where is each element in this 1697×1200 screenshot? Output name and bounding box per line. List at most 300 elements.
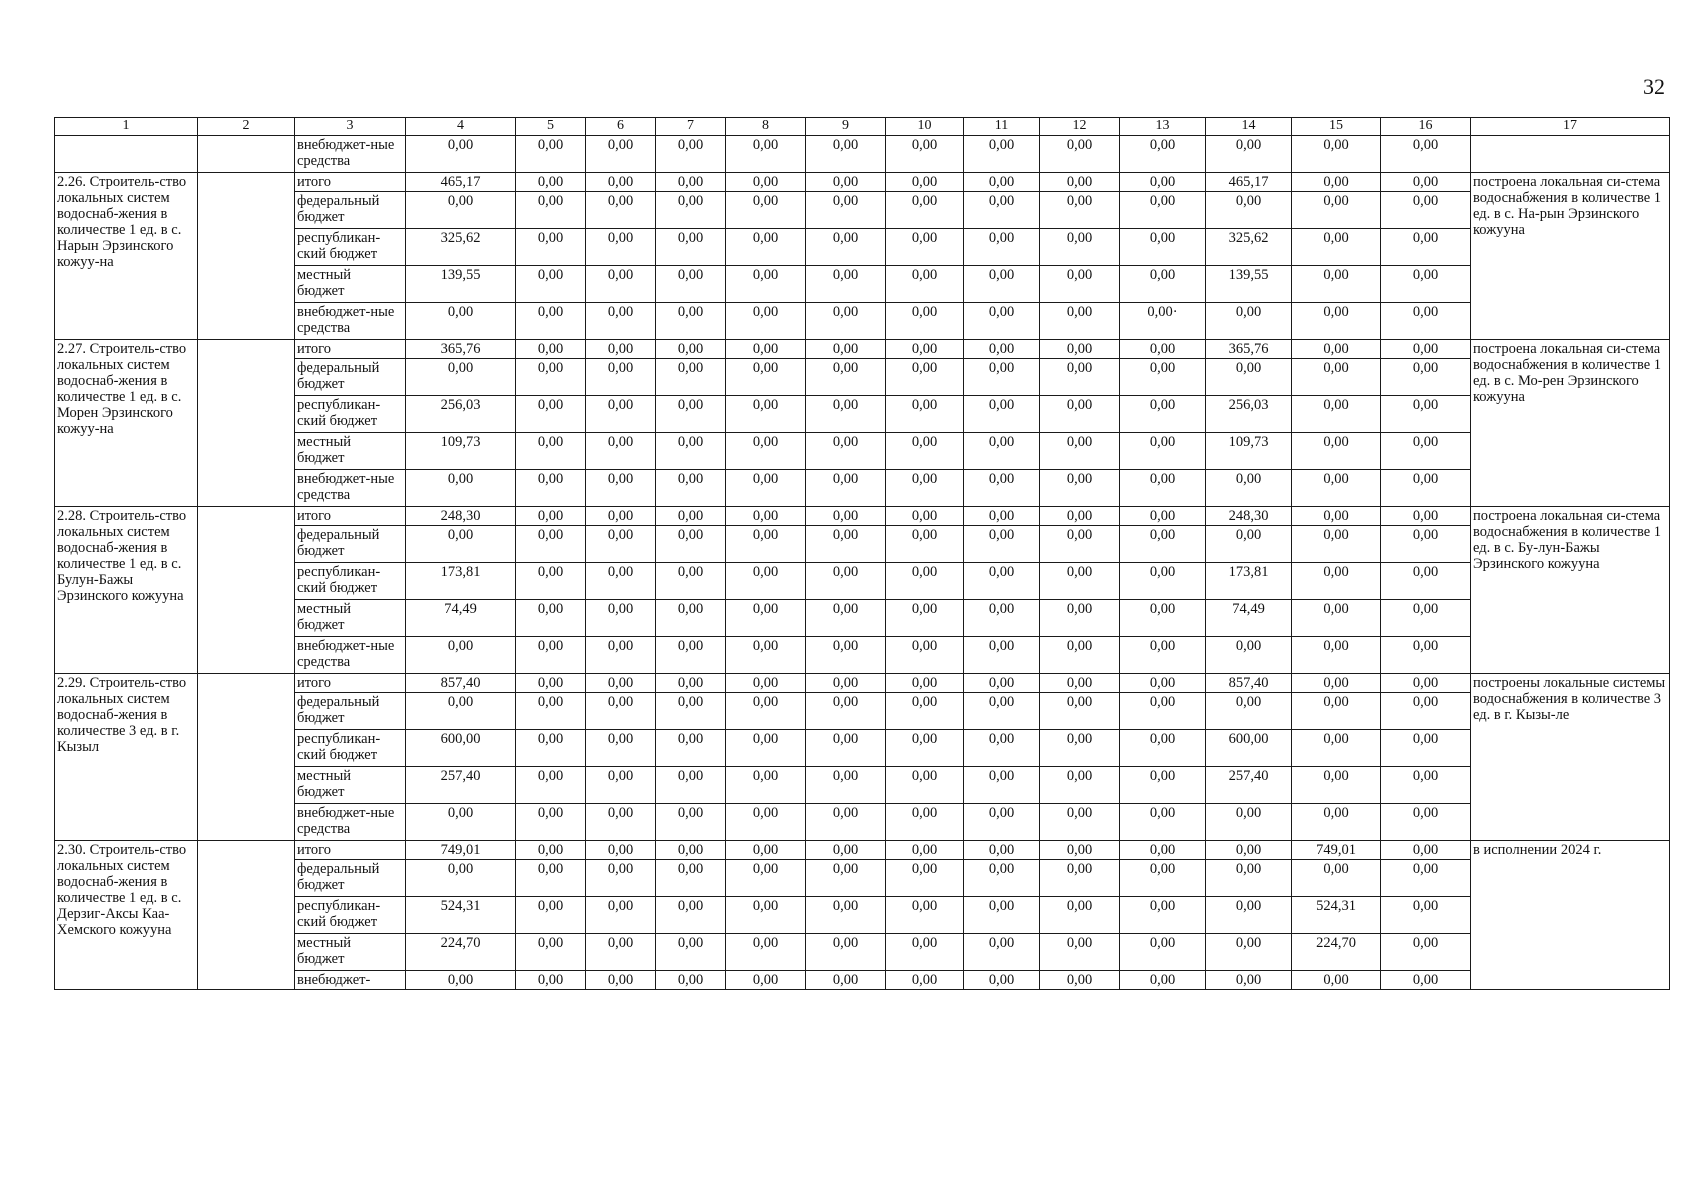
table-row [55, 637, 1670, 674]
value-cell: 0,00 [1120, 841, 1206, 860]
value-cell: 0,00 [1120, 266, 1206, 303]
value-cell: 0,00 [886, 563, 964, 600]
header-row [55, 118, 1670, 136]
value-cell: 0,00 [806, 767, 886, 804]
table-row [55, 674, 1670, 693]
value-cell: 0,00 [1381, 433, 1471, 470]
value-cell: 0,00 [726, 470, 806, 507]
value-cell: 0,00 [1292, 136, 1381, 173]
value-cell: 0,00 [1381, 600, 1471, 637]
value-cell: 0,00 [806, 897, 886, 934]
value-cell: 0,00 [1120, 730, 1206, 767]
value-cell: 0,00 [656, 229, 726, 266]
value-cell: 0,00 [586, 767, 656, 804]
value-cell: 0,00 [1381, 674, 1471, 693]
value-cell: 0,00 [806, 860, 886, 897]
value-cell: 0,00 [516, 303, 586, 340]
table-row [55, 173, 1670, 192]
value-cell: 0,00 [1381, 266, 1471, 303]
value-cell: 0,00 [1120, 674, 1206, 693]
value-cell: 0,00 [886, 396, 964, 433]
value-cell: 0,00 [1040, 804, 1120, 841]
value-cell: 0,00 [586, 136, 656, 173]
value-cell: 0,00 [1040, 507, 1120, 526]
column-header: 9 [806, 118, 886, 136]
column-header: 17 [1471, 118, 1670, 136]
value-cell: 0,00 [1381, 693, 1471, 730]
result-description: построена локальная си-стема водоснабжения в количестве 1 ед. в с. Бу-лун-Бажы Эрзинского кожууна [1471, 507, 1670, 674]
value-cell: 0,00 [1381, 526, 1471, 563]
value-cell: 0,00 [964, 563, 1040, 600]
value-cell: 0,00 [1120, 860, 1206, 897]
value-cell: 0,00 [1292, 600, 1381, 637]
column-header: 10 [886, 118, 964, 136]
page-number: 32 [1643, 74, 1665, 99]
value-cell: 0,00 [516, 897, 586, 934]
value-cell: 0,00 [516, 637, 586, 674]
value-cell: 0,00 [1120, 340, 1206, 359]
value-cell: 0,00 [1040, 526, 1120, 563]
value-cell: 0,00 [1206, 470, 1292, 507]
value-cell: 0,00 [516, 600, 586, 637]
value-cell: 524,31 [406, 897, 516, 934]
measure-description: 2.28. Строитель-ство локальных систем водоснаб-жения в количестве 1 ед. в с. Булун-Бажы Эрзинского кожууна [55, 507, 198, 674]
table-row [55, 897, 1670, 934]
value-cell: 0,00 [886, 971, 964, 990]
value-cell: 0,00 [726, 303, 806, 340]
table-row [55, 804, 1670, 841]
value-cell: 0,00 [886, 173, 964, 192]
value-cell: 0,00 [1292, 470, 1381, 507]
value-cell: 749,01 [1292, 841, 1381, 860]
value-cell: 0,00 [806, 934, 886, 971]
value-cell: 0,00 [1040, 563, 1120, 600]
value-cell: 0,00 [516, 730, 586, 767]
value-cell: 0,00 [586, 563, 656, 600]
value-cell: 0,00 [1040, 359, 1120, 396]
value-cell: 0,00 [1120, 804, 1206, 841]
funding-source: внебюджет-ные средства [295, 303, 406, 340]
value-cell: 0,00 [586, 674, 656, 693]
funding-source: местный бюджет [295, 600, 406, 637]
value-cell: 0,00 [1120, 396, 1206, 433]
value-cell: 0,00 [656, 136, 726, 173]
value-cell: 0,00· [1120, 303, 1206, 340]
value-cell: 257,40 [1206, 767, 1292, 804]
value-cell: 0,00 [656, 897, 726, 934]
column-header: 4 [406, 118, 516, 136]
value-cell: 0,00 [726, 229, 806, 266]
value-cell: 0,00 [726, 730, 806, 767]
value-cell: 0,00 [656, 433, 726, 470]
result-description: построена локальная си-стема водоснабжения в количестве 1 ед. в с. На-рын Эрзинского кожууна [1471, 173, 1670, 340]
table-row [55, 934, 1670, 971]
value-cell: 0,00 [1292, 433, 1381, 470]
value-cell: 0,00 [964, 229, 1040, 266]
value-cell: 0,00 [586, 526, 656, 563]
table-row [55, 192, 1670, 229]
value-cell: 0,00 [1381, 934, 1471, 971]
value-cell: 0,00 [406, 359, 516, 396]
value-cell: 0,00 [586, 507, 656, 526]
funding-source: внебюджет-ные средства [295, 637, 406, 674]
value-cell: 0,00 [964, 340, 1040, 359]
value-cell: 0,00 [656, 860, 726, 897]
value-cell: 0,00 [656, 971, 726, 990]
value-cell: 0,00 [964, 526, 1040, 563]
value-cell: 0,00 [886, 229, 964, 266]
value-cell: 0,00 [1120, 433, 1206, 470]
value-cell: 0,00 [516, 229, 586, 266]
value-cell: 0,00 [726, 934, 806, 971]
column-header: 15 [1292, 118, 1381, 136]
value-cell: 0,00 [516, 767, 586, 804]
value-cell: 0,00 [656, 266, 726, 303]
value-cell: 0,00 [516, 359, 586, 396]
value-cell: 0,00 [406, 971, 516, 990]
value-cell: 0,00 [726, 396, 806, 433]
result-description: построены локальные системы водоснабжения в количестве 3 ед. в г. Кызы-ле [1471, 674, 1670, 841]
value-cell: 74,49 [1206, 600, 1292, 637]
value-cell: 0,00 [1292, 526, 1381, 563]
value-cell: 248,30 [1206, 507, 1292, 526]
value-cell: 0,00 [406, 804, 516, 841]
table-row [55, 526, 1670, 563]
value-cell: 0,00 [1120, 934, 1206, 971]
funding-source: итого [295, 340, 406, 359]
value-cell: 0,00 [1292, 860, 1381, 897]
value-cell: 0,00 [1206, 303, 1292, 340]
table-row [55, 971, 1670, 990]
value-cell: 0,00 [806, 804, 886, 841]
value-cell: 0,00 [1381, 229, 1471, 266]
empty-cell [198, 136, 295, 173]
value-cell: 0,00 [1120, 359, 1206, 396]
value-cell: 224,70 [1292, 934, 1381, 971]
value-cell: 0,00 [516, 470, 586, 507]
empty-cell [198, 674, 295, 841]
value-cell: 0,00 [1381, 173, 1471, 192]
table-row [55, 229, 1670, 266]
value-cell: 0,00 [1040, 303, 1120, 340]
table-row [55, 563, 1670, 600]
value-cell: 0,00 [1381, 767, 1471, 804]
value-cell: 0,00 [586, 192, 656, 229]
funding-source: внебюджет-ные средства [295, 470, 406, 507]
value-cell: 0,00 [964, 192, 1040, 229]
value-cell: 0,00 [1040, 674, 1120, 693]
value-cell: 0,00 [806, 730, 886, 767]
value-cell: 0,00 [964, 841, 1040, 860]
value-cell: 0,00 [1381, 507, 1471, 526]
value-cell: 0,00 [656, 192, 726, 229]
value-cell: 0,00 [806, 841, 886, 860]
value-cell: 0,00 [656, 526, 726, 563]
value-cell: 0,00 [586, 266, 656, 303]
value-cell: 0,00 [516, 563, 586, 600]
value-cell: 0,00 [726, 841, 806, 860]
value-cell: 0,00 [964, 359, 1040, 396]
value-cell: 0,00 [726, 136, 806, 173]
funding-source: местный бюджет [295, 934, 406, 971]
value-cell: 0,00 [886, 767, 964, 804]
value-cell: 0,00 [656, 730, 726, 767]
value-cell: 0,00 [516, 674, 586, 693]
measure-description: 2.27. Строитель-ство локальных систем водоснаб-жения в количестве 1 ед. в с. Морен Эрзинского кожуу-на [55, 340, 198, 507]
value-cell: 0,00 [586, 730, 656, 767]
measure-description: 2.26. Строитель-ство локальных систем водоснаб-жения в количестве 1 ед. в с. Нарын Эрзинского кожуу-на [55, 173, 198, 340]
value-cell: 0,00 [964, 693, 1040, 730]
value-cell: 0,00 [1120, 897, 1206, 934]
value-cell: 0,00 [656, 600, 726, 637]
value-cell: 0,00 [726, 340, 806, 359]
value-cell: 0,00 [806, 470, 886, 507]
value-cell: 0,00 [516, 804, 586, 841]
value-cell: 0,00 [1292, 804, 1381, 841]
value-cell: 0,00 [656, 470, 726, 507]
value-cell: 0,00 [964, 860, 1040, 897]
value-cell: 0,00 [726, 600, 806, 637]
value-cell: 0,00 [964, 173, 1040, 192]
value-cell: 325,62 [406, 229, 516, 266]
value-cell: 0,00 [886, 359, 964, 396]
value-cell: 0,00 [1040, 173, 1120, 192]
value-cell: 0,00 [964, 674, 1040, 693]
value-cell: 0,00 [886, 136, 964, 173]
value-cell: 0,00 [1120, 563, 1206, 600]
table-row [55, 507, 1670, 526]
funding-source: республикан-ский бюджет [295, 229, 406, 266]
table-row [55, 303, 1670, 340]
value-cell: 0,00 [806, 637, 886, 674]
value-cell: 0,00 [1040, 229, 1120, 266]
table-row [55, 433, 1670, 470]
value-cell: 0,00 [726, 433, 806, 470]
table-row [55, 359, 1670, 396]
value-cell: 0,00 [964, 971, 1040, 990]
table-row [55, 860, 1670, 897]
funding-source: федеральный бюджет [295, 860, 406, 897]
value-cell: 0,00 [656, 841, 726, 860]
value-cell: 173,81 [1206, 563, 1292, 600]
value-cell: 0,00 [1292, 971, 1381, 990]
value-cell: 0,00 [1292, 563, 1381, 600]
table-row [55, 396, 1670, 433]
value-cell: 465,17 [1206, 173, 1292, 192]
funding-source: республикан-ский бюджет [295, 730, 406, 767]
value-cell: 0,00 [1381, 359, 1471, 396]
value-cell: 0,00 [726, 266, 806, 303]
value-cell: 0,00 [806, 563, 886, 600]
value-cell: 0,00 [964, 433, 1040, 470]
value-cell: 257,40 [406, 767, 516, 804]
value-cell: 0,00 [406, 136, 516, 173]
value-cell: 0,00 [886, 897, 964, 934]
value-cell: 0,00 [1206, 359, 1292, 396]
value-cell: 0,00 [964, 804, 1040, 841]
empty-cell [198, 340, 295, 507]
value-cell: 0,00 [964, 303, 1040, 340]
value-cell: 0,00 [886, 340, 964, 359]
table-row [55, 841, 1670, 860]
value-cell: 0,00 [586, 359, 656, 396]
value-cell: 0,00 [516, 934, 586, 971]
value-cell: 0,00 [586, 433, 656, 470]
column-header: 13 [1120, 118, 1206, 136]
value-cell: 0,00 [656, 767, 726, 804]
table-row [55, 266, 1670, 303]
empty-cell [198, 173, 295, 340]
value-cell: 0,00 [886, 507, 964, 526]
column-header: 8 [726, 118, 806, 136]
value-cell: 0,00 [726, 897, 806, 934]
value-cell: 0,00 [1292, 693, 1381, 730]
value-cell: 0,00 [1120, 173, 1206, 192]
value-cell: 465,17 [406, 173, 516, 192]
funding-source: итого [295, 674, 406, 693]
value-cell: 0,00 [1040, 693, 1120, 730]
value-cell: 0,00 [1040, 841, 1120, 860]
value-cell: 0,00 [806, 693, 886, 730]
value-cell: 0,00 [1381, 841, 1471, 860]
column-header: 11 [964, 118, 1040, 136]
funding-source: местный бюджет [295, 767, 406, 804]
value-cell: 0,00 [806, 173, 886, 192]
value-cell: 0,00 [586, 860, 656, 897]
value-cell: 0,00 [586, 934, 656, 971]
value-cell: 0,00 [964, 600, 1040, 637]
value-cell: 0,00 [656, 173, 726, 192]
value-cell: 0,00 [1120, 136, 1206, 173]
funding-source: федеральный бюджет [295, 359, 406, 396]
funding-source: внебюджет-ные средства [295, 804, 406, 841]
value-cell: 0,00 [656, 396, 726, 433]
value-cell: 0,00 [656, 804, 726, 841]
value-cell: 0,00 [1381, 637, 1471, 674]
value-cell: 0,00 [586, 693, 656, 730]
value-cell: 0,00 [516, 340, 586, 359]
value-cell: 0,00 [1381, 192, 1471, 229]
value-cell: 0,00 [586, 303, 656, 340]
value-cell: 139,55 [406, 266, 516, 303]
value-cell: 0,00 [1381, 804, 1471, 841]
value-cell: 0,00 [964, 637, 1040, 674]
value-cell: 0,00 [806, 433, 886, 470]
value-cell: 0,00 [964, 934, 1040, 971]
funding-source: республикан-ский бюджет [295, 396, 406, 433]
table-row [55, 730, 1670, 767]
value-cell: 0,00 [1040, 136, 1120, 173]
value-cell: 0,00 [886, 433, 964, 470]
value-cell: 0,00 [964, 730, 1040, 767]
value-cell: 0,00 [1206, 526, 1292, 563]
value-cell: 0,00 [1292, 396, 1381, 433]
value-cell: 0,00 [1040, 971, 1120, 990]
value-cell: 0,00 [886, 804, 964, 841]
column-header: 7 [656, 118, 726, 136]
value-cell: 0,00 [586, 396, 656, 433]
value-cell: 0,00 [726, 173, 806, 192]
value-cell: 0,00 [586, 637, 656, 674]
value-cell: 0,00 [806, 266, 886, 303]
result-description: в исполнении 2024 г. [1471, 841, 1670, 990]
value-cell: 0,00 [886, 470, 964, 507]
budget-table [54, 117, 1670, 990]
funding-source: внебюджет-ные средства [295, 136, 406, 173]
value-cell: 0,00 [1206, 192, 1292, 229]
value-cell: 0,00 [1292, 674, 1381, 693]
empty-cell [198, 507, 295, 674]
result-description: построена локальная си-стема водоснабжения в количестве 1 ед. в с. Мо-рен Эрзинского кожууна [1471, 340, 1670, 507]
value-cell: 0,00 [586, 841, 656, 860]
value-cell: 0,00 [516, 507, 586, 526]
value-cell: 0,00 [1120, 971, 1206, 990]
value-cell: 0,00 [886, 637, 964, 674]
value-cell: 256,03 [406, 396, 516, 433]
value-cell: 0,00 [964, 396, 1040, 433]
value-cell: 0,00 [406, 860, 516, 897]
value-cell: 0,00 [886, 303, 964, 340]
value-cell: 0,00 [656, 340, 726, 359]
value-cell: 0,00 [1040, 600, 1120, 637]
value-cell: 0,00 [1120, 229, 1206, 266]
value-cell: 0,00 [1040, 266, 1120, 303]
value-cell: 0,00 [1292, 192, 1381, 229]
table-row [55, 470, 1670, 507]
value-cell: 0,00 [964, 266, 1040, 303]
funding-source: местный бюджет [295, 433, 406, 470]
value-cell: 0,00 [1206, 934, 1292, 971]
funding-source: республикан-ский бюджет [295, 563, 406, 600]
value-cell: 0,00 [1040, 340, 1120, 359]
value-cell: 0,00 [806, 600, 886, 637]
table-row [55, 693, 1670, 730]
value-cell: 0,00 [586, 897, 656, 934]
funding-source: итого [295, 841, 406, 860]
value-cell: 0,00 [1040, 470, 1120, 507]
value-cell: 139,55 [1206, 266, 1292, 303]
value-cell: 0,00 [516, 693, 586, 730]
column-header: 1 [55, 118, 198, 136]
funding-source: республикан-ский бюджет [295, 897, 406, 934]
value-cell: 0,00 [516, 971, 586, 990]
value-cell: 0,00 [806, 359, 886, 396]
value-cell: 0,00 [886, 674, 964, 693]
value-cell: 0,00 [516, 192, 586, 229]
value-cell: 365,76 [406, 340, 516, 359]
funding-source: итого [295, 173, 406, 192]
value-cell: 224,70 [406, 934, 516, 971]
value-cell: 0,00 [726, 192, 806, 229]
value-cell: 0,00 [726, 563, 806, 600]
value-cell: 0,00 [1206, 860, 1292, 897]
value-cell: 0,00 [806, 303, 886, 340]
value-cell: 0,00 [1381, 470, 1471, 507]
value-cell: 109,73 [1206, 433, 1292, 470]
value-cell: 0,00 [1292, 507, 1381, 526]
funding-source: местный бюджет [295, 266, 406, 303]
value-cell: 0,00 [1040, 860, 1120, 897]
value-cell: 0,00 [1040, 897, 1120, 934]
value-cell: 0,00 [726, 637, 806, 674]
value-cell: 256,03 [1206, 396, 1292, 433]
value-cell: 0,00 [1040, 192, 1120, 229]
value-cell: 0,00 [886, 860, 964, 897]
value-cell: 0,00 [1292, 359, 1381, 396]
funding-source: итого [295, 507, 406, 526]
table-row [55, 136, 1670, 173]
value-cell: 0,00 [406, 470, 516, 507]
